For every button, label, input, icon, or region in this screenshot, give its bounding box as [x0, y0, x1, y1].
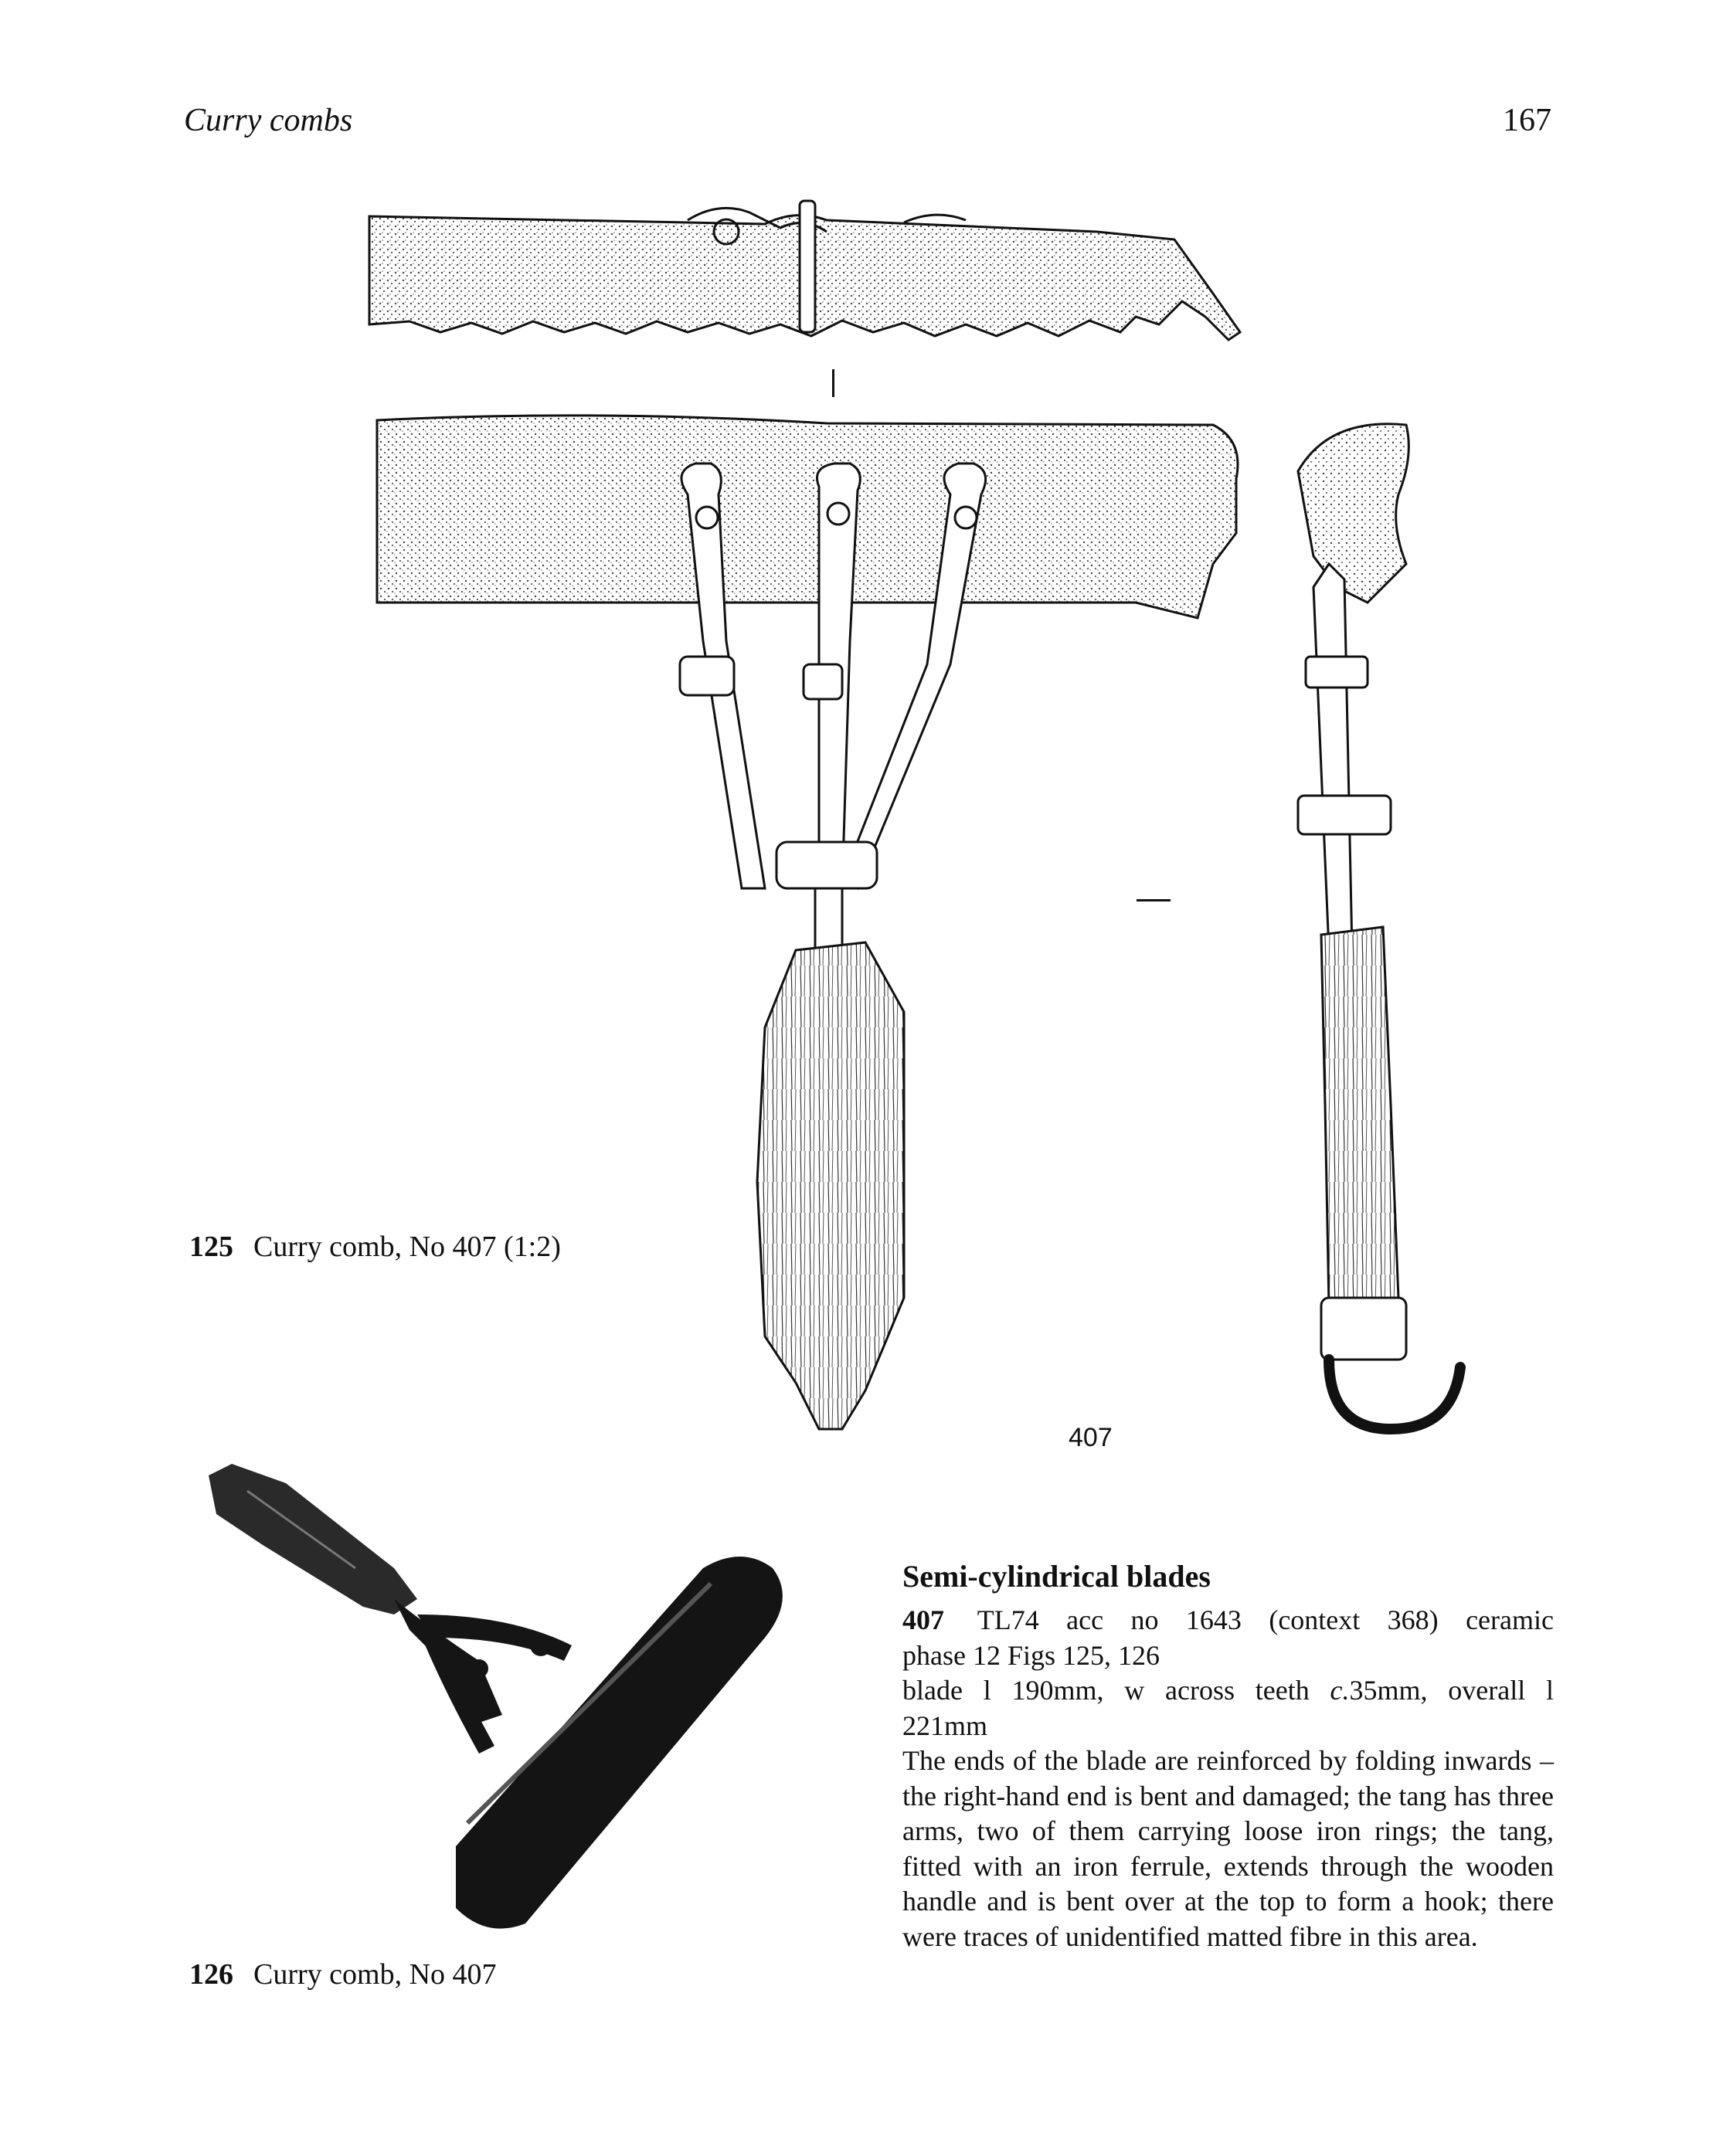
- entry-description: The ends of the blade are reinforced by folding inwards – the right-hand end is bent and damaged; the tang has three arms, two of them carrying loose iron rings; the tang, fitted with an iron ferrule, extends through the wooden handle and is bent over at the top to form a hook; there were traces of unidentified matted fibre in this area.: [902, 1745, 1554, 1952]
- divider-tick: [832, 369, 834, 397]
- figure-125-caption-text: Curry comb, No 407 (1:2): [253, 1231, 561, 1263]
- entry-phase-line: phase 12 Figs 125, 126: [902, 1639, 1160, 1671]
- running-head: Curry combs: [184, 103, 353, 138]
- figure-126-photograph: [201, 1460, 804, 1939]
- figure-125-blade-top-view: [363, 185, 1244, 363]
- page-number: 167: [1503, 103, 1551, 138]
- dimensions-pre: blade l 190mm, w across teeth: [902, 1675, 1330, 1706]
- figure-125-number: 125: [189, 1231, 233, 1263]
- figure-125-side-view: [1267, 409, 1476, 1452]
- dimensions-line: [902, 1673, 1554, 1709]
- drawing-label: 407: [1069, 1423, 1113, 1452]
- figure-125-caption: [189, 1230, 561, 1264]
- figure-125-front-view: [363, 409, 1252, 1452]
- figure-126-caption: [189, 1957, 497, 1991]
- catalogue-entry: [902, 1557, 1554, 1954]
- entry-id-text: TL74 acc no 1643 (context 368) ceramic: [977, 1604, 1554, 1635]
- dimensions-circa: c.: [1330, 1675, 1350, 1706]
- dimensions-line-2: 221mm: [902, 1710, 988, 1741]
- entry-id-line: [902, 1603, 1554, 1638]
- figure-126-number: 126: [189, 1958, 233, 1991]
- section-dash: [1137, 899, 1171, 901]
- section-heading: Semi-cylindrical blades: [902, 1559, 1211, 1594]
- figure-126-caption-text: Curry comb, No 407: [253, 1958, 497, 1991]
- dimensions-post: 35mm, overall l: [1349, 1675, 1554, 1706]
- catalogue-number: 407: [902, 1604, 944, 1635]
